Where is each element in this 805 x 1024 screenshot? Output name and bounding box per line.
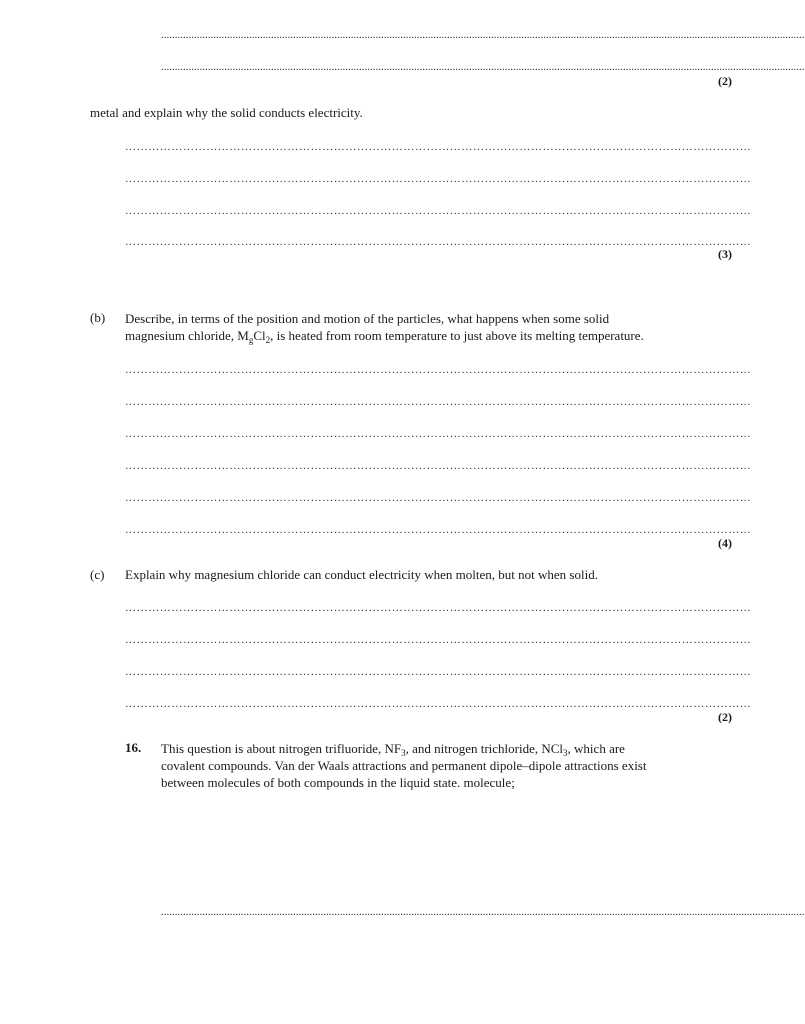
answer-line: ……………………………………………………………………………………………………………………………………………… [125,205,752,217]
answer-line: ……………………………………………………………………………………………………………………………………………… [125,173,752,185]
subscript: g [248,335,254,345]
marks-label: (2) [718,710,732,724]
question-text-line [161,740,721,757]
question-number: 16. [125,740,142,755]
text-fragment: , and nitrogen trichloride, NCl [405,741,564,756]
subscript: 2 [265,335,271,345]
answer-line: .......................................................................................................................................................................................................................................... [161,29,805,41]
answer-line: ……………………………………………………………………………………………………………………………………………… [125,141,752,153]
answer-line: ……………………………………………………………………………………………………………………………………………… [125,236,752,248]
question-text-line: between molecules of both compounds in the liquid state. molecule; [161,775,515,790]
text-fragment: , which are [567,741,625,756]
question-text-line: Describe, in terms of the position and motion of the particles, what happens when some solid [125,311,610,326]
answer-line: ……………………………………………………………………………………………………………………………………………… [125,524,752,536]
answer-line: ……………………………………………………………………………………………………………………………………………… [125,396,752,408]
answer-line: .......................................................................................................................................................................................................................................... [161,61,805,73]
answer-line: ……………………………………………………………………………………………………………………………………………… [125,602,752,614]
subscript: 3 [401,748,406,758]
answer-line: ……………………………………………………………………………………………………………………………………………… [125,492,752,504]
marks-label: (4) [718,536,732,550]
answer-line: ……………………………………………………………………………………………………………………………………………… [125,428,752,440]
question-text-line [125,327,705,344]
question-prompt: metal and explain why the solid conducts electricity. [90,105,363,120]
answer-line: ……………………………………………………………………………………………………………………………………………… [125,634,752,646]
answer-line: ……………………………………………………………………………………………………………………………………………… [125,460,752,472]
text-fragment: This question is about nitrogen trifluoride, NF [161,741,402,756]
marks-label: (3) [718,247,732,261]
question-text-c: Explain why magnesium chloride can conduct electricity when molten, but not when solid. [125,567,598,582]
part-label-b: (b) [90,310,106,325]
answer-line: ……………………………………………………………………………………………………………………………………………… [125,666,752,678]
marks-label: (2) [718,74,732,88]
answer-line: ……………………………………………………………………………………………………………………………………………… [125,698,752,710]
question-text-line: covalent compounds. Van der Waals attractions and permanent dipole–dipole attractions exist [161,758,647,773]
question-text-16 [161,740,721,791]
answer-line: ……………………………………………………………………………………………………………………………………………… [125,364,752,376]
text-fragment: , is heated from room temperature to just above its melting temperature. [270,328,644,343]
text-fragment: Cl [253,328,266,343]
text-fragment: magnesium chloride, M [125,328,249,343]
answer-line: .......................................................................................................................................................................................................................................... [161,906,805,918]
subscript: 3 [563,748,568,758]
question-text-b [125,310,705,344]
part-label-c: (c) [90,567,105,582]
